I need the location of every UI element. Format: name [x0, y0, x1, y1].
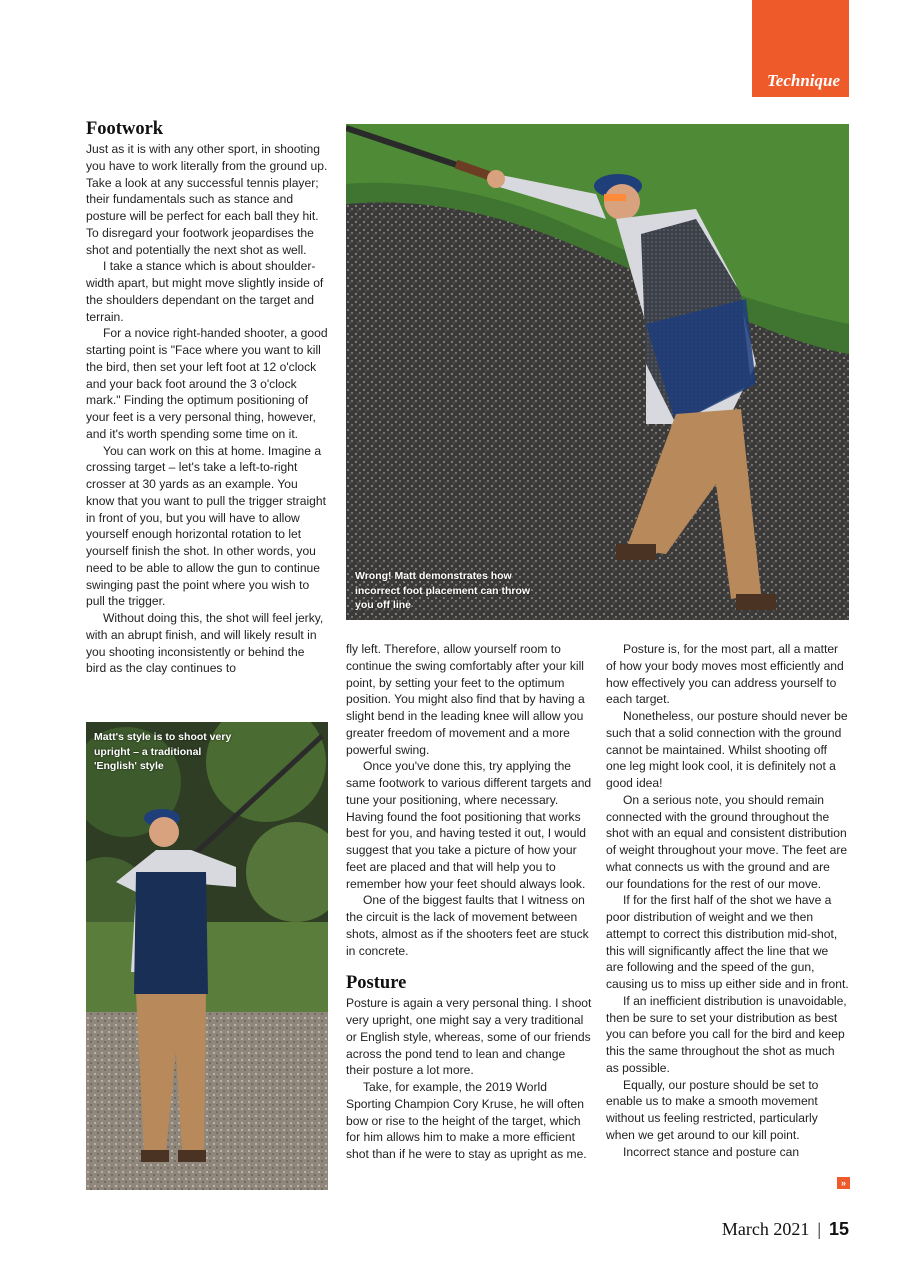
- footwork-heading: Footwork: [86, 119, 164, 139]
- paragraph: Posture is again a very personal thing. I shoot very upright, one might say a very traditional or English style, whereas, some of our friends across the pond tend to lean and change their posture a lot more.: [346, 996, 592, 1078]
- continue-arrow-icon: »: [837, 1177, 850, 1189]
- paragraph: Without doing this, the shot will feel jerky, with an abrupt finish, and will likely result in you shooting inconsistently or behind the bird as the clay continues to: [86, 611, 324, 676]
- column-3: [606, 641, 849, 1160]
- paragraph: fly left. Therefore, allow yourself room to continue the swing comfortably after your kill point, by setting your feet to the optimum position. You might also find that by having a slight bend in the leading knee will allow you greater freedom of movement and a more powerful swing.: [346, 642, 585, 757]
- paragraph: Incorrect stance and posture can: [623, 1144, 800, 1159]
- left-photo-caption: Matt's style is to shoot very upright – a traditional 'English' style: [94, 731, 232, 772]
- paragraph: Equally, our posture should be set to enable us to make a smooth movement without us feeling restricted, particularly when we get around to our kill point.: [606, 1077, 819, 1142]
- paragraph: One of the biggest faults that I witness on the circuit is the lack of movement between shots, almost as if the shooters feet are stuck in concrete.: [346, 893, 589, 958]
- main-photo-illustration: [346, 124, 849, 620]
- paragraph: If an inefficient distribution is unavoidable, then be sure to set your distribution as best you can before you call for the bird and keep this the same throughout the shot as much as possible.: [606, 993, 847, 1075]
- posture-heading: Posture: [346, 973, 407, 994]
- paragraph: Take, for example, the 2019 World Sporting Champion Cory Kruse, he will often bow or rise to the height of the target, which for him allows him to make a more efficient shot than if he were to stay as upright as me.: [346, 1080, 587, 1161]
- paragraph: Posture is, for the most part, all a matter of how your body moves most efficiently and how effectively you can address yourself to each target.: [606, 642, 844, 707]
- page-footer: March 2021 | 15: [721, 1219, 849, 1239]
- paragraph: For a novice right-handed shooter, a good starting point is "Face where you want to kill the bird, then set your left foot at 12 o'clock and your back foot around the 3 o'clock mark." Finding the optimum positioning of your feet is a very personal thing, however, and it's worth spending some time on it.: [86, 326, 328, 441]
- paragraph: You can work on this at home. Imagine a crossing target – let's take a left-to-right crosser at 30 yards as an example. You know that you want to pull the trigger straight in front of you, but you will have to allow yourself enough horizontal rotation to let yourself finish the shot. In other words, you need to be able to allow the gun to continue swinging past the point where you wish to pull the trigger.: [86, 443, 326, 609]
- paragraph: Once you've done this, try applying the same footwork to various different targets and tune your positioning, where necessary. Having found the foot positioning that works best for you, and having tested it out, I would suggest that you take a picture of how your feet are placed and that will help you to remember how your feet should always look.: [346, 759, 592, 891]
- left-photo-illustration: [86, 722, 328, 1190]
- left-photo: [86, 722, 328, 1190]
- paragraph: On a serious note, you should remain connected with the ground throughout the shot with an equal and consistent distribution of weight throughout your move. The feet are what connects us with the ground and are our foundations for the rest of our move.: [606, 792, 848, 891]
- paragraph: Just as it is with any other sport, in shooting you have to work literally from the ground up. Take a look at any successful tennis player; their fundamentals such as stance and posture will be perfect for each ball they hit. To disregard your footwork jeopardises the shot and potentially the next shot as well.: [86, 142, 328, 257]
- main-photo: [346, 124, 849, 620]
- paragraph: I take a stance which is about shoulder-width apart, but might move slightly inside of the shoulders dependant on the target and terrain.: [86, 259, 324, 324]
- column-1: [86, 117, 328, 677]
- paragraph: Nonetheless, our posture should never be such that a solid connection with the ground cannot be maintained. Whilst shooting off one leg might look cool, it is definitely not a good idea!: [606, 709, 848, 790]
- page-number: 15: [828, 1219, 849, 1239]
- main-photo-caption: Wrong! Matt demonstrates how incorrect foot placement can throw you off line: [355, 570, 531, 611]
- footer-date: March 2021: [721, 1219, 810, 1239]
- section-tab-label: Technique: [766, 71, 840, 90]
- column-2: [346, 641, 592, 1163]
- paragraph: If for the first half of the shot we have a poor distribution of weight and we then attempt to correct this distribution mid-shot, this will significantly affect the line that we are following and the speed of the gun, causing us to miss up either side and in front.: [606, 893, 849, 991]
- section-tab: [752, 0, 849, 97]
